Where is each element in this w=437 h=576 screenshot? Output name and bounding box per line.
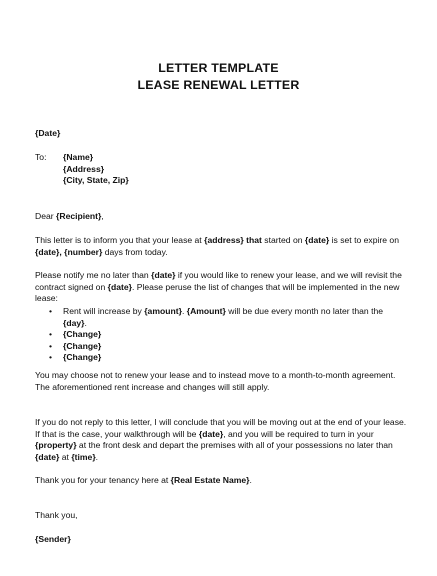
text: This letter is to inform you that your lease at bbox=[35, 235, 205, 245]
list-item bbox=[35, 329, 407, 341]
change-placeholder: {Change} bbox=[63, 329, 102, 340]
date-placeholder: {date} bbox=[304, 235, 330, 245]
property-placeholder: {property} bbox=[35, 440, 77, 451]
text: . bbox=[95, 451, 99, 462]
list-item bbox=[35, 341, 407, 353]
date-line bbox=[35, 128, 407, 140]
text: . Please peruse the list of changes that will be implemented in the new lease: bbox=[35, 281, 400, 304]
date-placeholder: {Date} bbox=[35, 128, 61, 138]
date-placeholder: {date} bbox=[107, 281, 132, 292]
sender-placeholder: {Sender} bbox=[35, 534, 71, 544]
list-item bbox=[35, 352, 407, 364]
closing: Thank you, bbox=[35, 510, 78, 520]
greeting bbox=[35, 211, 407, 223]
text: . bbox=[249, 475, 252, 485]
recipient-address: {Address} bbox=[63, 163, 105, 174]
date-placeholder: {date} bbox=[35, 451, 60, 462]
text: if you would like to renew your lease, and we will revisit the contract signed on bbox=[35, 270, 402, 292]
date-number-placeholder: {date}, {number} bbox=[35, 246, 103, 257]
text: will be due every month no later than the bbox=[225, 306, 384, 316]
text: Thank you for your tenancy here at bbox=[35, 475, 171, 485]
text: is set to expire on bbox=[329, 235, 399, 245]
date-placeholder: {date} bbox=[151, 270, 176, 280]
paragraph-walkthrough bbox=[35, 417, 407, 463]
text: days from today. bbox=[102, 246, 168, 257]
lease-renewal-heading: LEASE RENEWAL LETTER bbox=[137, 78, 300, 92]
address-placeholder: {address} that bbox=[204, 235, 262, 245]
amount-placeholder: {amount} bbox=[144, 306, 182, 316]
paragraph-expiry bbox=[35, 235, 407, 258]
text: . bbox=[181, 306, 187, 316]
paragraph-month-to-month: You may choose not to renew your lease and to instead move to a month-to-month agreement. The aforementioned rent increase and changes will still apply. bbox=[35, 370, 396, 392]
date-placeholder: {date} bbox=[198, 428, 224, 439]
greeting-comma: , bbox=[101, 211, 104, 221]
recipient-city-state-zip: {City, State, Zip} bbox=[63, 175, 129, 186]
changes-list bbox=[35, 306, 407, 364]
amount-placeholder: {Amount} bbox=[186, 306, 226, 316]
change-placeholder: {Change} bbox=[63, 352, 102, 363]
paragraph-notify bbox=[35, 270, 407, 305]
text: , and you will be required to turn in your bbox=[223, 428, 374, 439]
recipient-name: {Name} bbox=[63, 152, 94, 162]
greeting-text: Dear bbox=[35, 211, 57, 221]
text: If you do not reply to this letter, I will conclude that you will be moving out at the end of your lease. If that is the case, your walkthrough will be bbox=[35, 417, 407, 439]
to-label: To: bbox=[35, 152, 47, 162]
letter-template-heading: LETTER TEMPLATE bbox=[158, 61, 279, 75]
text: started on bbox=[261, 235, 305, 245]
list-item-rent bbox=[35, 306, 407, 329]
text: at bbox=[59, 451, 72, 462]
text: at the front desk and depart the premises with all of your possessions no later than bbox=[76, 440, 393, 451]
recipient-placeholder: {Recipient} bbox=[56, 211, 102, 221]
time-placeholder: {time} bbox=[71, 451, 96, 462]
day-placeholder: {day} bbox=[63, 317, 85, 328]
sender-line bbox=[35, 534, 407, 546]
real-estate-placeholder: {Real Estate Name} bbox=[170, 475, 250, 485]
text: Rent will increase by bbox=[63, 306, 145, 316]
change-placeholder: {Change} bbox=[63, 340, 102, 351]
text: . bbox=[84, 317, 87, 328]
text: Please notify me no later than bbox=[35, 270, 152, 280]
paragraph-thanks-tenancy bbox=[35, 475, 407, 487]
